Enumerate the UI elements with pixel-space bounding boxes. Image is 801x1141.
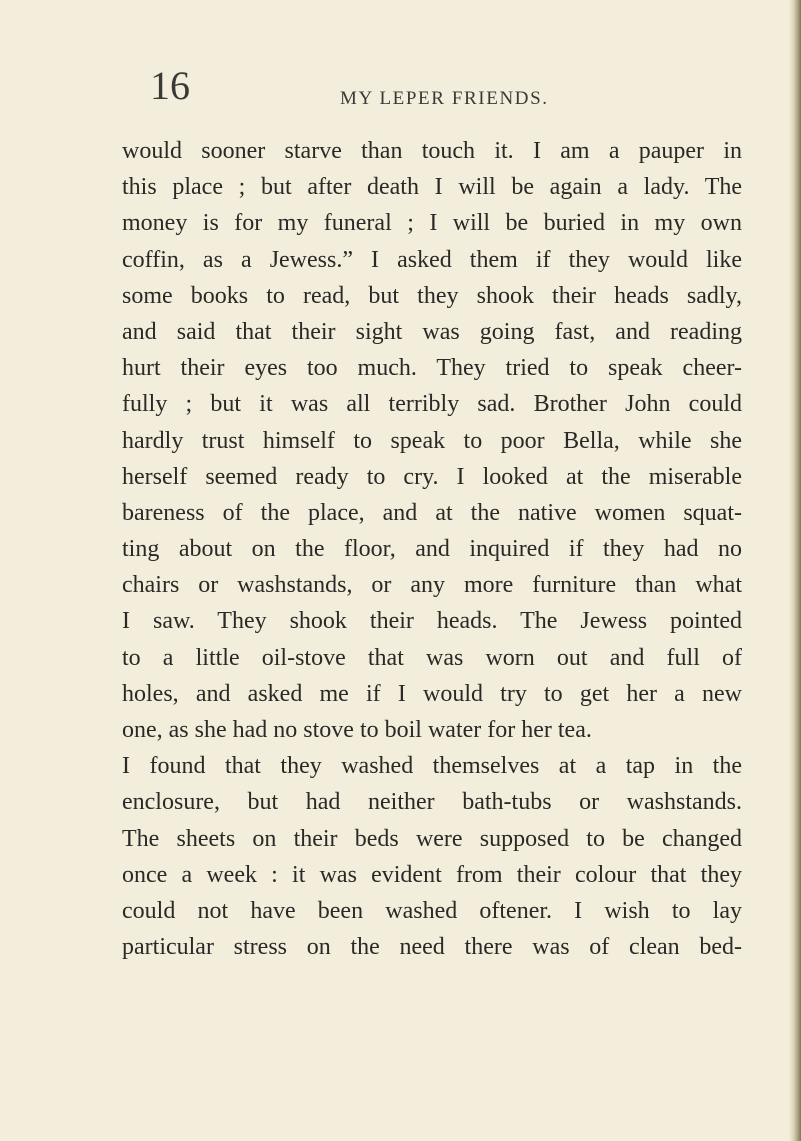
text-line: would sooner starve than touch it. I am a pauper in (122, 138, 742, 164)
text-line: The sheets on their beds were supposed to be changed (122, 825, 742, 852)
running-head: MY LEPER FRIENDS. (340, 88, 549, 109)
text-line: money is for my funeral ; I will be buried in my own (122, 210, 742, 237)
text-line: particular stress on the need there was of clean bed- (122, 934, 742, 961)
text-line: enclosure, but had neither bath-tubs or washstands. (122, 789, 742, 816)
body-text (122, 133, 742, 965)
text-line: I saw. They shook their heads. The Jewess pointed (122, 608, 742, 635)
text-line: ting about on the floor, and inquired if they had no (122, 536, 742, 563)
text-line: to a little oil-stove that was worn out and full of (122, 644, 742, 671)
text-line: coffin, as a Jewess.” I asked them if they would like (122, 246, 742, 273)
page-edge-shadow (789, 0, 801, 1141)
text-line: chairs or washstands, or any more furniture than what (122, 572, 742, 599)
text-line: holes, and asked me if I would try to get her a new (122, 680, 742, 707)
text-line: herself seemed ready to cry. I looked at the miserable (122, 463, 742, 490)
text-line: could not have been washed oftener. I wish to lay (122, 897, 742, 924)
text-line: I found that they washed themselves at a tap in the (122, 753, 742, 780)
text-line: fully ; but it was all terribly sad. Brother John could (122, 391, 742, 418)
text-line: this place ; but after death I will be again a lady. The (122, 174, 742, 201)
text-line: hardly trust himself to speak to poor Bella, while she (122, 427, 742, 454)
text-line: and said that their sight was going fast, and reading (122, 318, 742, 345)
text-line: hurt their eyes too much. They tried to speak cheer- (122, 355, 742, 382)
text-line: once a week : it was evident from their colour that they (122, 861, 742, 888)
text-line: some books to read, but they shook their heads sadly, (122, 282, 742, 309)
text-line: one, as she had no stove to boil water for her tea. (122, 717, 592, 743)
text-line: bareness of the place, and at the native women squat- (122, 499, 742, 526)
page-number: 16 (150, 63, 190, 108)
